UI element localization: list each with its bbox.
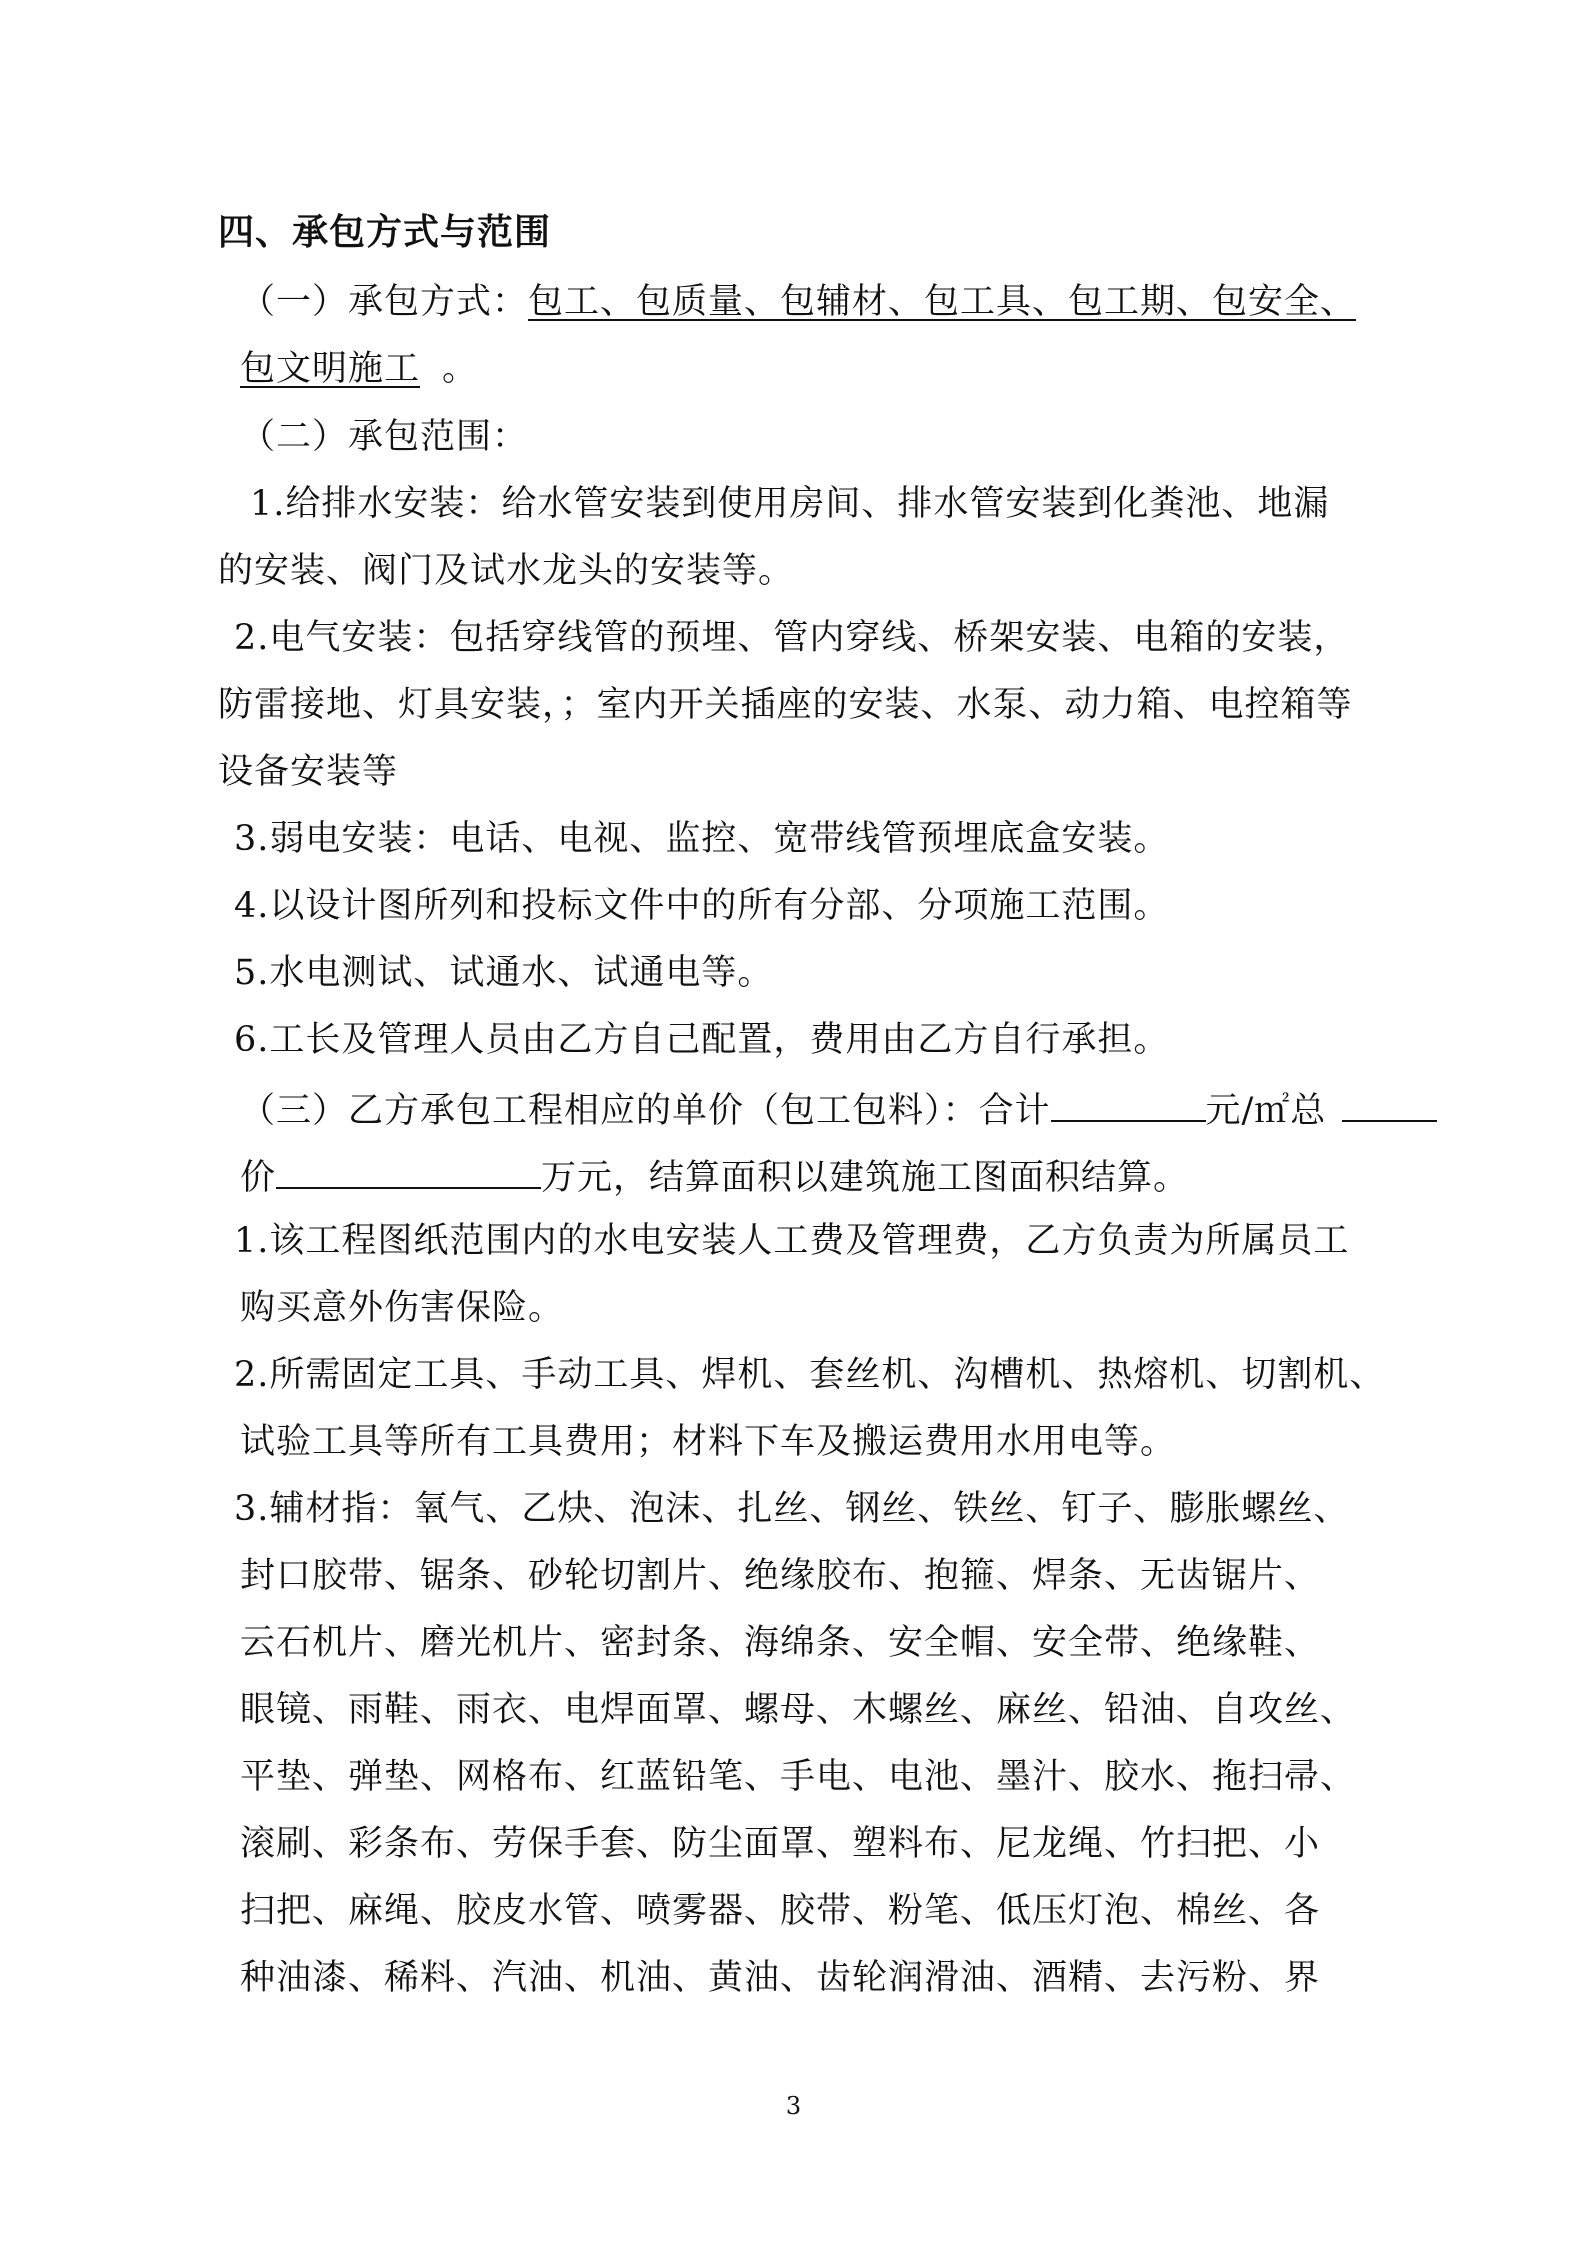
scope-item-3: 3.弱电安装：电话、电视、监控、宽带线管预埋底盒安装。 [234, 819, 1170, 859]
section-heading: 四、承包方式与范围 [218, 211, 552, 253]
price-item-2-line-1: 2.所需固定工具、手动工具、焊机、套丝机、沟槽机、热熔机、切割机、 [234, 1355, 1386, 1395]
scope-item-2-line-3: 设备安装等 [218, 752, 399, 792]
scope-item-5: 5.水电测试、试通水、试通电等。 [234, 953, 774, 993]
contract-mode-line-1 [240, 282, 1357, 322]
scope-item-4: 4.以设计图所列和投标文件中的所有分部、分项施工范围。 [234, 886, 1170, 926]
scope-item-1-line-1: 1.给排水安装：给水管安装到使用房间、排水管安装到化粪池、地漏 [250, 484, 1330, 524]
price-item-3-line-6: 滚刷、彩条布、劳保手套、防尘面罩、塑料布、尼龙绳、竹扫把、小 [240, 1824, 1321, 1864]
price-unit-2: 万元，结算面积以建筑施工图面积结算。 [541, 1158, 1190, 1198]
contract-mode-line-2 [240, 349, 479, 389]
contract-mode-end: 。 [442, 349, 479, 389]
total-price-blank [276, 1157, 541, 1189]
price-line-1 [240, 1090, 1437, 1129]
scope-item-1-line-2: 的安装、阀门及试水龙头的安装等。 [218, 551, 795, 591]
scope-item-6: 6.工长及管理人员由乙方自己配置，费用由乙方自行承担。 [234, 1020, 1170, 1060]
page-number: 3 [785, 2092, 802, 2120]
price-line-2 [240, 1157, 1189, 1196]
unit-price-blank [1051, 1090, 1206, 1122]
price-unit-1: 元/㎡总 [1205, 1091, 1327, 1131]
price-item-3-line-3: 云石机片、磨光机片、密封条、海绵条、安全帽、安全带、绝缘鞋、 [240, 1623, 1321, 1663]
price-item-3-line-5: 平垫、弹垫、网格布、红蓝铅笔、手电、电池、墨汁、胶水、拖扫帚、 [240, 1757, 1357, 1797]
price-item-3-line-7: 扫把、麻绳、胶皮水管、喷雾器、胶带、粉笔、低压灯泡、棉丝、各 [240, 1891, 1321, 1931]
price-label: （三）乙方承包工程相应的单价（包工包料）：合计 [240, 1091, 1051, 1131]
scope-item-2-line-2: 防雷接地、灯具安装，；室内开关插座的安装、水泵、动力箱、电控箱等 [218, 685, 1353, 725]
price-line-2-start: 价 [240, 1158, 277, 1198]
price-item-3-line-8: 种油漆、稀料、汽油、机油、黄油、齿轮润滑油、酒精、去污粉、界 [240, 1958, 1321, 1998]
price-item-3-line-1: 3.辅材指：氧气、乙炔、泡沫、扎丝、钢丝、铁丝、钉子、膨胀螺丝、 [234, 1489, 1350, 1529]
scope-label: （二）承包范围： [240, 417, 529, 457]
price-item-1-line-1: 1.该工程图纸范围内的水电安装人工费及管理费，乙方负责为所属员工 [234, 1221, 1350, 1261]
scope-item-2-line-1: 2.电气安装：包括穿线管的预埋、管内穿线、桥架安装、电箱的安装， [234, 618, 1350, 658]
price-item-2-line-2: 试验工具等所有工具费用；材料下车及搬运费用水用电等。 [240, 1422, 1177, 1462]
contract-mode-value-cont: 包文明施工 [240, 349, 421, 389]
contract-mode-label: （一）承包方式： [240, 282, 529, 322]
contract-mode-value: 包工、包质量、包辅材、包工具、包工期、包安全、 [528, 282, 1357, 322]
price-item-3-line-4: 眼镜、雨鞋、雨衣、电焊面罩、螺母、木螺丝、麻丝、铅油、自攻丝、 [240, 1690, 1357, 1730]
price-item-1-line-2: 购买意外伤害保险。 [240, 1288, 565, 1328]
total-price-blank-start [1342, 1090, 1437, 1122]
price-item-3-line-2: 封口胶带、锯条、砂轮切割片、绝缘胶布、抱箍、焊条、无齿锯片、 [240, 1556, 1321, 1596]
